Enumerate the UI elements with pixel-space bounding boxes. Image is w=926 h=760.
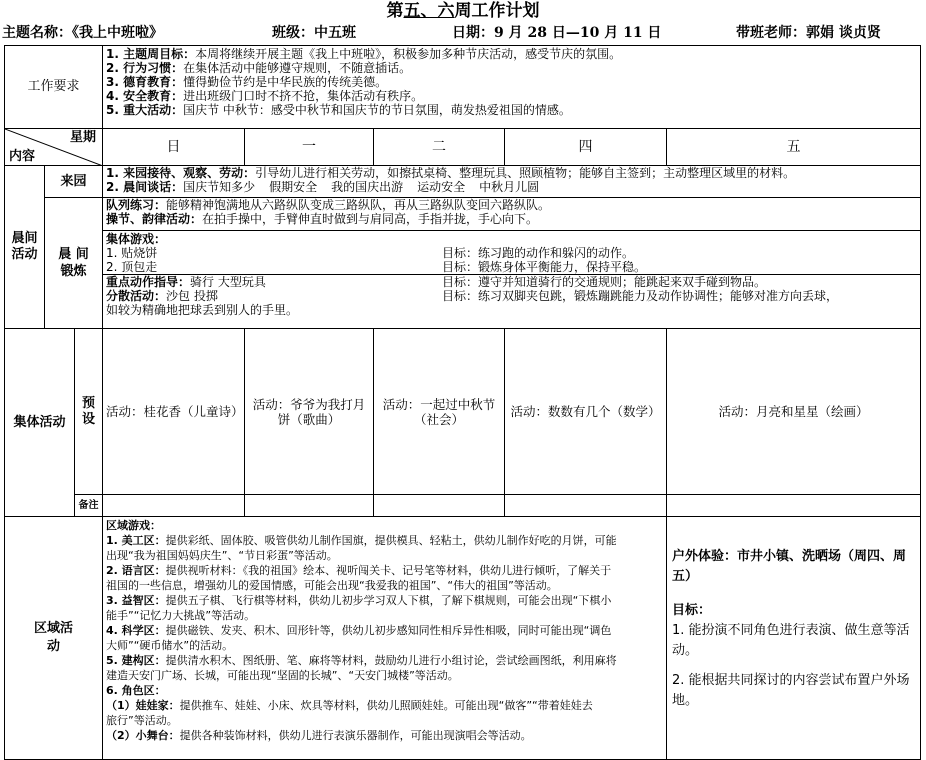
weekday-row	[5, 129, 921, 166]
area-line: 能手”“记忆力大挑战”等活动。	[106, 609, 256, 622]
day-header: 日	[103, 129, 245, 166]
area-line: 5. 建构区：提供清水积木、图纸册、笔、麻将等材料，鼓励幼儿进行小组讨论，尝试绘画图纸，利用麻将	[106, 654, 617, 667]
area-line: 旅行”等活动。	[106, 714, 178, 727]
games-title: 集体游戏：	[106, 232, 167, 246]
work-item: 5. 重大活动：国庆节 中秋节：感受中秋节和国庆节的节日氛围，萌发热爱祖国的情感。	[106, 103, 571, 117]
group-note	[667, 495, 921, 517]
group-note-row	[5, 495, 921, 517]
work-row	[5, 46, 921, 129]
area-line: 祖国的一些信息，增强幼儿的爱国情感，可能会出现“我爱我的祖国”、“伟大的祖国”等活动。	[106, 579, 558, 592]
note-label: 备注	[75, 495, 103, 517]
arrival-label: 来园	[45, 166, 103, 198]
exercise-games	[103, 231, 921, 329]
area-line: 4. 科学区：提供磁铁、发夹、积木、回形针等，供幼儿初步感知同性相斥异性相吸，同时可能出现“调色	[106, 624, 612, 637]
area-games-title: 区域游戏：	[106, 519, 161, 532]
arrival-line-1: 1. 来园接待、观察、劳动：引导幼儿进行相关劳动，如擦拭桌椅、整理玩具、照顾植物；能够自主签到；主动整理区域里的材料。	[106, 166, 796, 180]
title-weeks: 五、六	[403, 1, 455, 21]
work-content	[103, 46, 921, 129]
game-item: 1. 贴烧饼 目标：练习跑的动作和躲闪的动作。	[106, 246, 635, 260]
area-games	[103, 517, 667, 760]
group-note	[103, 495, 245, 517]
group-activity-tue: 活动：一起过中秋节（社会）	[374, 329, 505, 495]
group-activity-mon: 活动：爷爷为我打月饼（歌曲）	[245, 329, 374, 495]
game-item: 2. 顶包走 目标：锻炼身体平衡能力，保持平稳。	[106, 260, 647, 274]
class-name: 班级：中五班	[272, 25, 356, 41]
work-label: 工作要求	[5, 46, 103, 129]
exercise-basic	[103, 198, 921, 231]
preset-label: 预设	[75, 329, 103, 495]
queue-practice: 队列练习：能够精神饱满地从六路纵队变成三路纵队，再从三路纵队变回六路纵队。	[106, 198, 551, 212]
plan-table	[4, 45, 921, 760]
outdoor-experience	[667, 517, 921, 760]
arrival-content	[103, 166, 921, 198]
arrival-row	[5, 166, 921, 198]
work-item: 3. 德育教育：懂得勤俭节约是中华民族的传统美德。	[106, 75, 388, 89]
day-header: 二	[374, 129, 505, 166]
area-line: 3. 益智区：提供五子棋、飞行棋等材料，供幼儿初步学习双人下棋，了解下棋规则，可能会出现“下棋小	[106, 594, 612, 607]
area-line: （1）娃娃家：提供推车、娃娃、小床、炊具等材料，供幼儿照顾娃娃。可能出现“做客”“带着娃娃去	[106, 699, 593, 712]
corner-content: 内容	[9, 149, 36, 164]
area-line: （2）小舞台：提供各种装饰材料，供幼儿进行表演乐器制作，可能出现演唱会等活动。	[106, 729, 532, 742]
area-label: 区域活动	[5, 517, 103, 760]
arrival-line-2: 2. 晨间谈话：国庆节知多少 假期安全 我的国庆出游 运动安全 中秋月儿圆	[106, 180, 540, 194]
group-activity-fri: 活动：月亮和星星（绘画）	[667, 329, 921, 495]
group-note	[505, 495, 667, 517]
area-line: 大师”“硬币储水”的活动。	[106, 639, 234, 652]
exercise-row-1	[5, 198, 921, 231]
area-line: 出现“我为祖国妈妈庆生”、“节日彩蛋”等活动。	[106, 549, 338, 562]
outdoor-goal-title: 目标：	[672, 603, 712, 618]
exercise-label: 晨 间 锻炼	[45, 198, 103, 329]
day-header: 一	[245, 129, 374, 166]
title-suffix: 周工作计划	[454, 1, 540, 21]
outdoor-title: 户外体验：市井小镇、洗晒场（周四、周五）	[672, 549, 907, 584]
area-line: 建造天安门广场、长城，可能出现“坚固的长城”、“天安门城楼”等活动。	[106, 669, 459, 682]
outdoor-goal: 1. 能扮演不同角色进行表演、做生意等活动。	[672, 623, 910, 658]
date-range: 日期：9 月 28 日—10 月 11 日	[452, 25, 662, 41]
group-preset-row	[5, 329, 921, 495]
group-label: 集体活动	[5, 329, 75, 517]
group-activity-cont: 如较为精确地把球丢到别人的手里。	[106, 303, 299, 317]
work-item: 4. 安全教育：进出班级门口时不挤不抢，集体活动有秩序。	[106, 89, 424, 103]
plan-title	[0, 0, 926, 22]
teachers: 带班老师：郭娟 谈贞贤	[736, 25, 881, 41]
theme-name: 主题名称：《我上中班啦》	[2, 25, 163, 41]
morning-label: 晨间活动	[5, 166, 45, 329]
exercise-row-2	[5, 231, 921, 329]
area-line: 1. 美工区：提供彩纸、固体胶、吸管供幼儿制作国旗，提供模具、轻粘土，供幼儿制作好吃的月饼，可能	[106, 534, 617, 547]
focus-guidance: 重点动作指导：骑行 大型玩具 目标：遵守并知道骑行的交通规则；能跳起来双手碰到物品。	[103, 274, 920, 289]
area-line: 6. 角色区：	[106, 684, 166, 697]
group-activity-sun: 活动：桂花香（儿童诗）	[103, 329, 245, 495]
work-item: 2. 行为习惯：在集体活动中能够遵守规则，不随意插话。	[106, 61, 412, 75]
area-line: 2. 语言区：提供视听材料：《我的祖国》绘本、视听闯关卡、记号笔等材料，供幼儿进行倾听，了解关于	[106, 564, 612, 577]
group-activity-thu: 活动：数数有几个（数学）	[505, 329, 667, 495]
title-prefix: 第	[386, 1, 404, 21]
rhythm-activity: 操节、韵律活动：在拍手操中，手臂伸直时做到与肩同高，手指并拢，手心向下。	[106, 212, 539, 226]
day-header: 四	[505, 129, 667, 166]
work-item: 1. 主题周目标：本周将继续开展主题《我上中班啦》，积极参加多种节庆活动，感受节庆的氛围。	[106, 47, 622, 61]
outdoor-goal: 2. 能根据共同探讨的内容尝试布置户外场地。	[672, 673, 910, 708]
group-note	[374, 495, 505, 517]
group-note	[245, 495, 374, 517]
corner-cell	[5, 129, 103, 166]
corner-weekday: 星期	[69, 130, 96, 145]
area-row	[5, 517, 921, 760]
day-header: 五	[667, 129, 921, 166]
plan-info-row	[0, 22, 926, 44]
group-activity: 分散活动：沙包 投掷 目标：练习双脚夹包跳，锻炼蹦跳能力及动作协调性；能够对准方向丢球，	[106, 289, 839, 303]
